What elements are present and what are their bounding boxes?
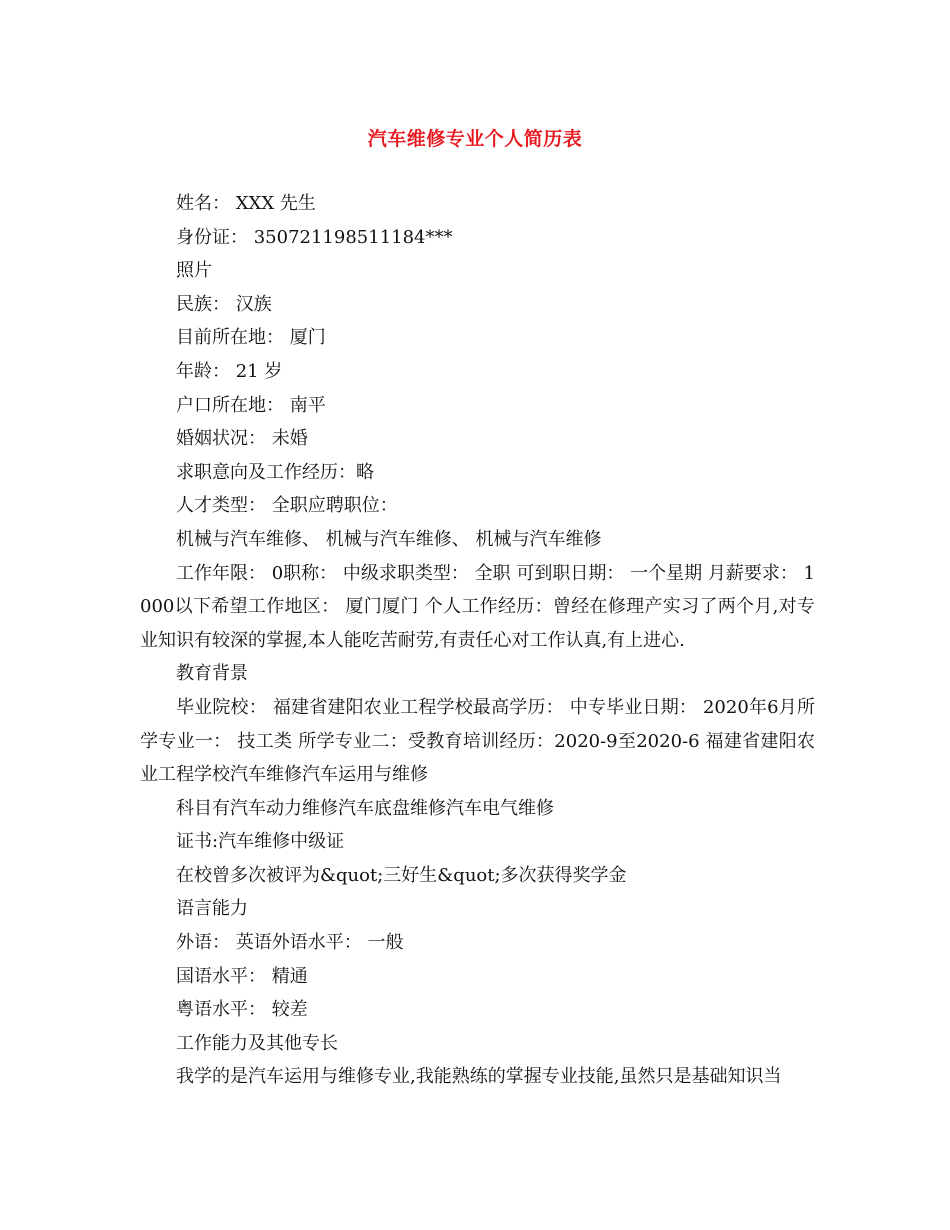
info-photo: 照片	[176, 260, 212, 282]
paragraph-work-experience: 工作年限： 0职称： 中级求职类型： 全职 可到职日期： 一个星期 月薪要求： 1000以下希望工作地区： 厦门厦门 个人工作经历：曾经在修理产实习了两个月,对专业知识有较深的掌握,本人能吃苦耐劳,有责任心对工作认真,有上进心.	[140, 562, 815, 651]
info-name: 姓名： XXX 先生	[176, 193, 316, 214]
paragraph-skills: 我学的是汽车运用与维修专业,我能熟练的掌握专业技能,虽然只是基础知识当	[176, 1066, 782, 1088]
info-subjects: 科目有汽车动力维修汽车底盘维修汽车电气维修	[176, 797, 554, 819]
section-skills: 工作能力及其他专长	[176, 1032, 338, 1054]
info-mandarin-level: 国语水平： 精通	[176, 965, 308, 987]
document-body	[140, 187, 815, 1094]
info-certificate: 证书:汽车维修中级证	[176, 831, 345, 853]
section-education: 教育背景	[176, 663, 248, 685]
info-foreign-language: 外语： 英语外语水平： 一般	[176, 932, 404, 954]
info-awards: 在校曾多次被评为&quot;三好生&quot;多次获得奖学金	[176, 864, 627, 886]
document-title: 汽车维修专业个人简历表	[367, 128, 583, 150]
section-job-intention: 求职意向及工作经历：略	[176, 461, 374, 483]
info-id-number: 身份证： 350721198511184***	[176, 226, 453, 248]
info-current-location: 目前所在地： 厦门	[176, 327, 326, 349]
info-household-registration: 户口所在地： 南平	[176, 394, 326, 416]
info-talent-type: 人才类型： 全职应聘职位：	[176, 495, 398, 517]
info-marital-status: 婚姻状况： 未婚	[176, 428, 308, 450]
info-age: 年龄： 21 岁	[176, 360, 283, 382]
section-language: 语言能力	[176, 898, 248, 920]
info-cantonese-level: 粤语水平： 较差	[176, 999, 308, 1021]
info-ethnicity: 民族： 汉族	[176, 293, 272, 315]
paragraph-education-details: 毕业院校： 福建省建阳农业工程学校最高学历： 中专毕业日期： 2020年6月所学专业一： 技工类 所学专业二：受教育培训经历：2020-9至2020-6 福建省建阳农业工程学校汽车维修汽车运用与维修	[140, 696, 815, 786]
info-positions: 机械与汽车维修、 机械与汽车维修、 机械与汽车维修	[176, 528, 602, 550]
